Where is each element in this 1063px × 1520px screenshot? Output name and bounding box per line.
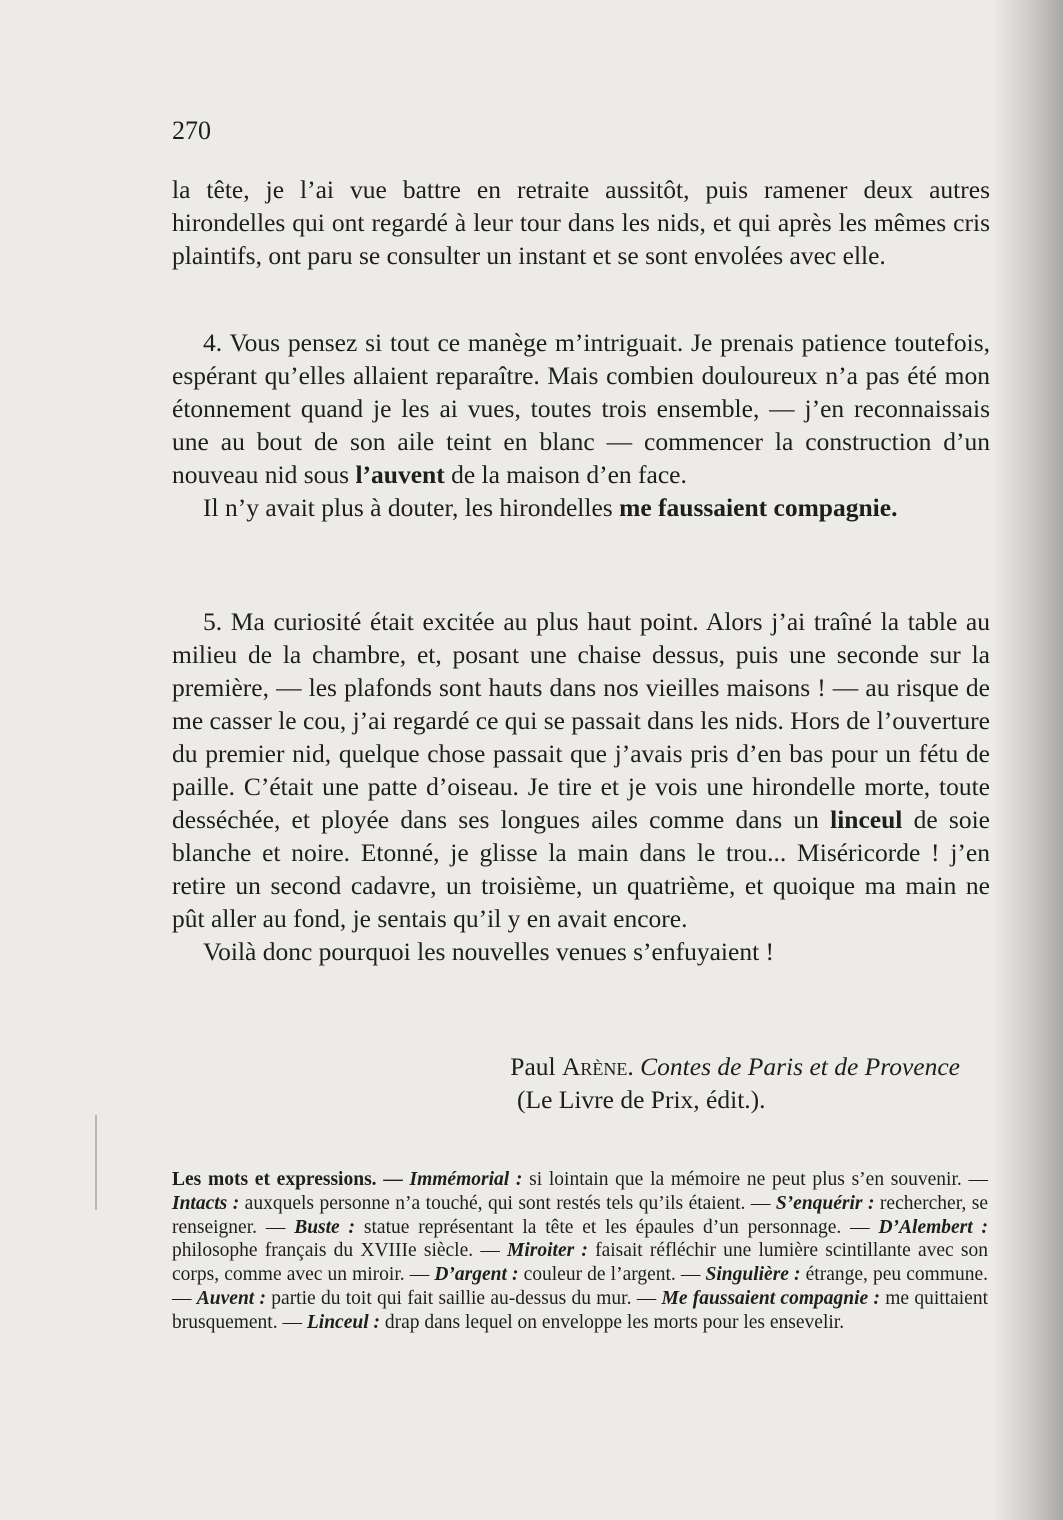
bold-keyword: l’auvent — [355, 460, 445, 489]
paragraph-4 — [172, 326, 990, 491]
glossary-term: Intacts : — [172, 1192, 240, 1214]
body-text-section-5 — [172, 605, 990, 968]
body-text-section-4 — [172, 326, 990, 524]
paragraph-5-conclusion — [172, 935, 990, 968]
glossary-definition: drap dans lequel on enveloppe les morts pour les ensevelir. — [379, 1311, 845, 1333]
attribution — [400, 1050, 960, 1116]
glossary-definition: rechercher, se renseigner. — — [172, 1192, 988, 1238]
glossary-definition: étrange, peu commune. — — [172, 1264, 988, 1309]
glossary-term: D’Alembert : — [878, 1216, 989, 1238]
glossary-term: Auvent : — [196, 1287, 266, 1309]
glossary-term: Buste : — [294, 1216, 356, 1238]
glossary-term: Me faussaient compagnie : — [661, 1287, 880, 1309]
glossary-definition: si lointain que la mémoire ne peut plus s’en souvenir. — — [522, 1169, 988, 1190]
text-run: 4. Vous pensez si tout ce manège m’intriguait. Je prenais patience toutefois, espérant qu’elles allaient reparaître. Mais combien douloureux n’a pas été mon étonnement quand je les ai vues, toutes trois ensemble, — j’en reconnaissais une au bout de son aile teint en blanc — commencer la construction d’un nouveau nid sous — [172, 328, 990, 489]
attribution-author-line: Paul Arène. Contes de Paris et de Provence — [510, 1052, 960, 1081]
glossary-definition: couleur de l’argent. — — [518, 1264, 706, 1286]
text-run: de la maison d’en face. — [444, 460, 687, 489]
glossary-term: S’enquérir : — [775, 1192, 875, 1214]
text-run: la tête, je l’ai vue battre en retraite aussitôt, puis ramener deux autres hirondelles qui ont regardé à leur tour dans les nids, et qui après les mêmes cris plaintifs, ont paru se consulter un instant et se sont envolées avec elle. — [172, 175, 990, 270]
page-edge-shadow — [993, 0, 1063, 1520]
publisher: (Le Livre de Prix, édit.). — [517, 1085, 766, 1114]
glossary-term: Immémorial : — [409, 1169, 523, 1190]
author-last-name: Arène — [561, 1052, 628, 1081]
author-first-name: Paul — [510, 1052, 562, 1081]
glossary-heading: Les mots et expressions. — — [172, 1169, 403, 1190]
glossary-definition: auxquels personne n’a touché, qui sont restés tels qu’ils étaient. — — [239, 1192, 776, 1214]
bold-keyword: linceul — [830, 805, 903, 834]
glossary-definition: faisait réfléchir une lumière scintillante avec son corps, comme avec un miroir. — — [172, 1240, 988, 1286]
glossary-term: Linceul : — [306, 1311, 380, 1333]
margin-mark — [95, 1115, 97, 1210]
text-run: Voilà donc pourquoi les nouvelles venues s’enfuyaient ! — [203, 937, 775, 966]
book-title: Contes de Paris et de Provence — [640, 1052, 960, 1081]
text-run: Il n’y avait plus à douter, les hirondelles — [203, 493, 620, 522]
paragraph-5 — [172, 605, 990, 935]
glossary-term: Miroiter : — [507, 1240, 588, 1262]
paragraph-continuation — [172, 173, 990, 272]
glossary-definition: me quittaient brusquement. — — [172, 1287, 988, 1333]
glossary-definition: partie du toit qui fait saillie au-dessus du mur. — — [266, 1287, 662, 1309]
text-run: de soie blanche et noire. Etonné, je glisse la main dans le trou... Miséricorde ! j’en retire un second cadavre, un troisième, un quatrième, et quoique ma main ne pût aller au fond, je sentais qu’il y en avait encore. — [172, 805, 990, 933]
glossary-term: Singulière : — [705, 1264, 801, 1286]
glossary-term: D’argent : — [434, 1264, 519, 1286]
bold-keyword: me faussaient compagnie. — [619, 493, 898, 522]
page-number: 270 — [172, 116, 211, 145]
glossary-definition: philosophe français du XVIIIe siècle. — — [172, 1240, 508, 1262]
glossary-entries — [172, 1169, 988, 1333]
glossary-definition: statue représentant la tête et les épaules d’un personnage. — — [355, 1216, 879, 1238]
paragraph-4-conclusion — [172, 491, 990, 524]
text-run: 5. Ma curiosité était excitée au plus haut point. Alors j’ai traîné la table au milieu de la chambre, et, posant une chaise dessus, puis une seconde sur la première, — les plafonds sont hauts dans nos vieilles maisons ! — au risque de me casser le cou, j’ai regardé ce qui se passait dans les nids. Hors de l’ouverture du premier nid, quelque chose passait que j’avais pris d’en bas pour un fétu de paille. C’était une patte d’oiseau. Je tire et je vois une hirondelle morte, toute desséchée, et ployée dans ses longues ailes comme dans un — [172, 607, 990, 834]
body-text-top — [172, 173, 990, 272]
glossary — [172, 1168, 988, 1335]
